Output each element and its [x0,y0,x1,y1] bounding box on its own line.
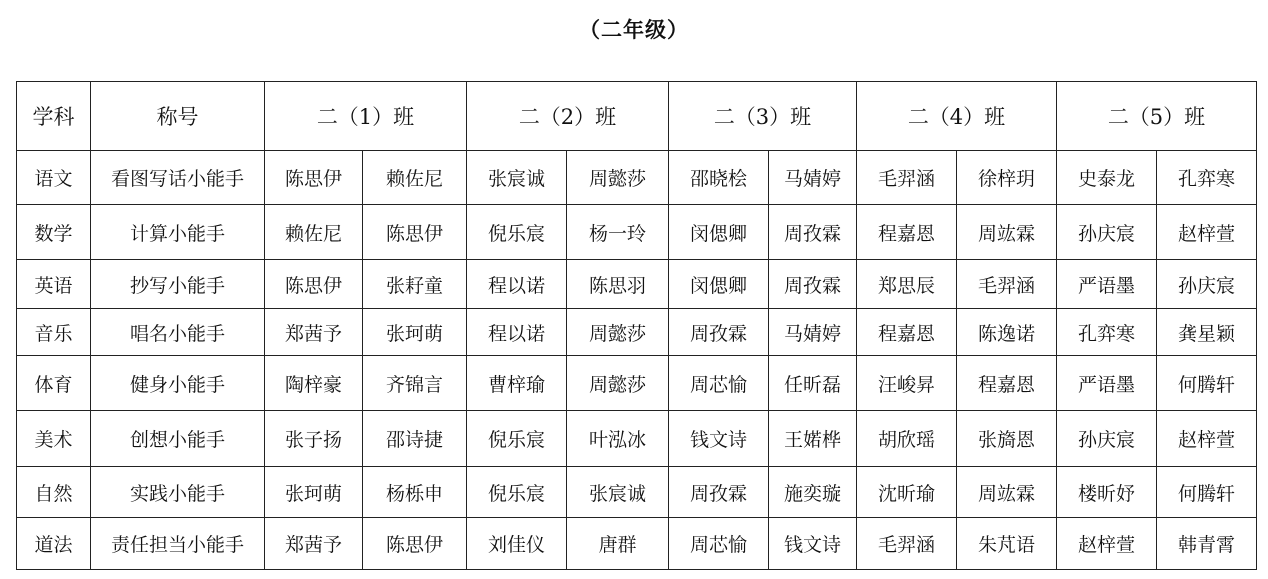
student-name-cell: 汪峻昇 [857,356,957,411]
student-name-cell: 王婼桦 [769,411,857,467]
honor-cell: 计算小能手 [91,205,265,260]
student-name-cell: 叶泓冰 [567,411,669,467]
student-name-cell: 陈思羽 [567,260,669,309]
student-name-cell: 孙庆宸 [1157,260,1257,309]
subject-cell: 自然 [17,467,91,518]
student-name-cell: 曹梓瑜 [467,356,567,411]
student-name-cell: 龚星颖 [1157,309,1257,356]
student-name-cell: 钱文诗 [769,518,857,570]
student-name-cell: 杨一玲 [567,205,669,260]
student-name-cell: 朱芃语 [957,518,1057,570]
student-name-cell: 唐群 [567,518,669,570]
student-name-cell: 孔弈寒 [1157,151,1257,205]
header-subject: 学科 [17,82,91,151]
student-name-cell: 胡欣瑶 [857,411,957,467]
table-row [17,518,1257,570]
honor-cell: 抄写小能手 [91,260,265,309]
student-name-cell: 孔弈寒 [1057,309,1157,356]
student-name-cell: 史泰龙 [1057,151,1157,205]
student-name-cell: 陶梓豪 [265,356,363,411]
student-name-cell: 陈思伊 [363,205,467,260]
subject-cell: 体育 [17,356,91,411]
table-row [17,356,1257,411]
student-name-cell: 倪乐宸 [467,205,567,260]
student-name-cell: 周芯愉 [669,518,769,570]
student-name-cell: 周孜霖 [669,467,769,518]
student-name-cell: 陈思伊 [363,518,467,570]
student-name-cell: 张宸诚 [567,467,669,518]
student-name-cell: 赖佐尼 [265,205,363,260]
student-name-cell: 周懿莎 [567,151,669,205]
subject-cell: 英语 [17,260,91,309]
student-name-cell: 张子扬 [265,411,363,467]
subject-cell: 音乐 [17,309,91,356]
student-name-cell: 陈逸诺 [957,309,1057,356]
student-name-cell: 孙庆宸 [1057,411,1157,467]
student-name-cell: 严语墨 [1057,260,1157,309]
table-row [17,151,1257,205]
student-name-cell: 邵晓桧 [669,151,769,205]
student-name-cell: 毛羿涵 [957,260,1057,309]
header-class-4: 二（4）班 [857,82,1057,151]
student-name-cell: 楼昕妤 [1057,467,1157,518]
student-name-cell: 程以诺 [467,260,567,309]
student-name-cell: 闵偲卿 [669,205,769,260]
honor-cell: 责任担当小能手 [91,518,265,570]
award-table [16,81,1257,570]
student-name-cell: 沈昕瑜 [857,467,957,518]
student-name-cell: 马婧婷 [769,151,857,205]
student-name-cell: 周懿莎 [567,356,669,411]
table-row [17,260,1257,309]
student-name-cell: 张宸诚 [467,151,567,205]
subject-cell: 美术 [17,411,91,467]
student-name-cell: 周孜霖 [769,260,857,309]
table-row [17,309,1257,356]
table-row [17,411,1257,467]
student-name-cell: 郑茜予 [265,309,363,356]
student-name-cell: 张珂萌 [363,309,467,356]
student-name-cell: 倪乐宸 [467,467,567,518]
student-name-cell: 赵梓萱 [1157,205,1257,260]
student-name-cell: 陈思伊 [265,151,363,205]
honor-cell: 唱名小能手 [91,309,265,356]
student-name-cell: 孙庆宸 [1057,205,1157,260]
student-name-cell: 赵梓萱 [1157,411,1257,467]
header-class-5: 二（5）班 [1057,82,1257,151]
student-name-cell: 周懿莎 [567,309,669,356]
student-name-cell: 周竑霖 [957,205,1057,260]
student-name-cell: 张耔童 [363,260,467,309]
student-name-cell: 毛羿涵 [857,151,957,205]
student-name-cell: 何腾轩 [1157,467,1257,518]
honor-cell: 创想小能手 [91,411,265,467]
header-class-1: 二（1）班 [265,82,467,151]
student-name-cell: 程嘉恩 [857,309,957,356]
student-name-cell: 郑茜予 [265,518,363,570]
student-name-cell: 倪乐宸 [467,411,567,467]
student-name-cell: 何腾轩 [1157,356,1257,411]
header-class-3: 二（3）班 [669,82,857,151]
student-name-cell: 钱文诗 [669,411,769,467]
header-honor: 称号 [91,82,265,151]
student-name-cell: 周孜霖 [769,205,857,260]
student-name-cell: 邵诗捷 [363,411,467,467]
student-name-cell: 郑思辰 [857,260,957,309]
student-name-cell: 陈思伊 [265,260,363,309]
honor-cell: 看图写话小能手 [91,151,265,205]
student-name-cell: 张旖恩 [957,411,1057,467]
student-name-cell: 徐梓玥 [957,151,1057,205]
student-name-cell: 程嘉恩 [857,205,957,260]
student-name-cell: 赵梓萱 [1057,518,1157,570]
student-name-cell: 任昕磊 [769,356,857,411]
header-row [17,82,1257,151]
table-row [17,467,1257,518]
honor-cell: 实践小能手 [91,467,265,518]
page-title: （二年级） [579,17,689,42]
student-name-cell: 齐锦言 [363,356,467,411]
table-row [17,205,1257,260]
student-name-cell: 刘佳仪 [467,518,567,570]
student-name-cell: 韩青霄 [1157,518,1257,570]
student-name-cell: 毛羿涵 [857,518,957,570]
honor-cell: 健身小能手 [91,356,265,411]
subject-cell: 语文 [17,151,91,205]
student-name-cell: 赖佐尼 [363,151,467,205]
student-name-cell: 杨栎申 [363,467,467,518]
student-name-cell: 程嘉恩 [957,356,1057,411]
subject-cell: 道法 [17,518,91,570]
student-name-cell: 周竑霖 [957,467,1057,518]
student-name-cell: 张珂萌 [265,467,363,518]
student-name-cell: 马婧婷 [769,309,857,356]
student-name-cell: 严语墨 [1057,356,1157,411]
subject-cell: 数学 [17,205,91,260]
header-class-2: 二（2）班 [467,82,669,151]
student-name-cell: 周芯愉 [669,356,769,411]
student-name-cell: 闵偲卿 [669,260,769,309]
student-name-cell: 施奕璇 [769,467,857,518]
student-name-cell: 程以诺 [467,309,567,356]
student-name-cell: 周孜霖 [669,309,769,356]
